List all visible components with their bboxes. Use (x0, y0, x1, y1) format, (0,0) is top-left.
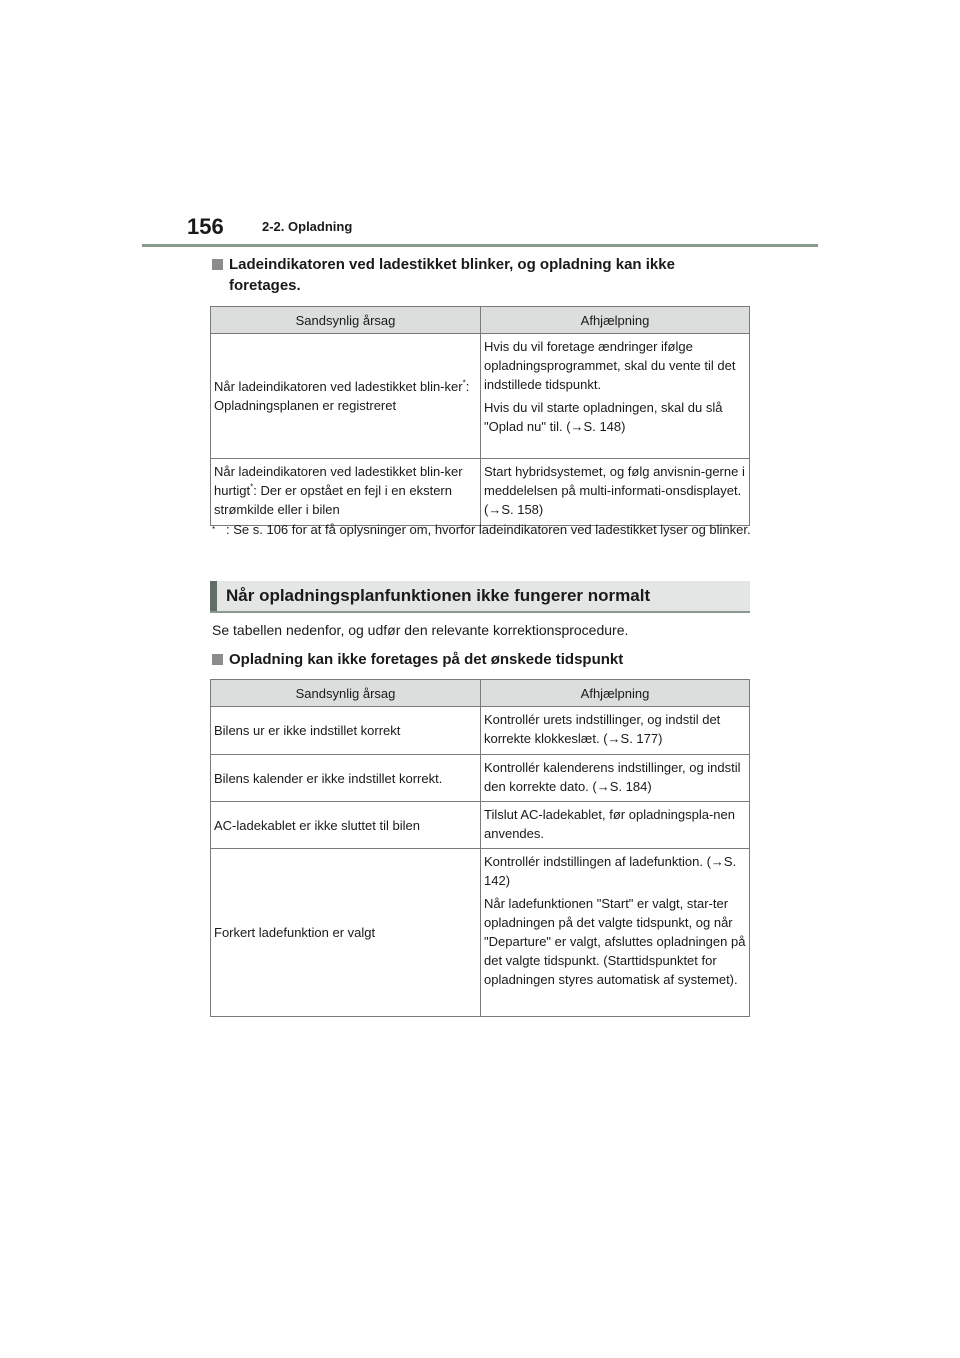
header-divider (142, 244, 818, 247)
remedy-text: Hvis du vil starte opladningen, skal du slå "Oplad nu" til. (→S. 148) (484, 400, 723, 434)
section-title: Når opladningsplanfunktionen ikke fungerer normalt (226, 586, 651, 605)
cause-text-cont: : Der er opstået en fejl i en ekstern strømkilde eller i bilen (214, 483, 452, 517)
cause-text: Når ladeindikatoren ved ladestikket blin-ker hurtigt (214, 464, 463, 498)
column-header-remedy: Afhjælpning (481, 307, 750, 334)
cause-cell: Forkert ladefunktion er valgt (211, 849, 481, 1017)
table-header-row (211, 680, 750, 707)
subheading-text: Opladning kan ikke foretages på det ønskede tidspunkt (229, 651, 624, 668)
table-row (211, 849, 750, 1017)
subheading-indicator-blinks (212, 254, 732, 296)
page-number: 156 (187, 214, 224, 239)
remedy-text: Hvis du vil foretage ændringer ifølge opladningsprogrammet, skal du vente til det indstillede tidspunkt. (484, 339, 736, 392)
column-header-remedy: Afhjælpning (481, 680, 750, 707)
table-row (211, 334, 750, 459)
cause-text-cont: : Opladningsplanen er registreret (214, 379, 470, 413)
table-row (211, 802, 750, 849)
subheading-wrong-time (212, 649, 752, 670)
square-bullet-icon (212, 654, 223, 665)
cause-text: Når ladeindikatoren ved ladestikket blin-ker (214, 379, 463, 394)
square-bullet-icon (212, 259, 223, 270)
remedy-text: Kontrollér urets indstillinger, og indstil det korrekte klokkeslæt. (→S. 177) (484, 712, 721, 746)
remedy-text: Kontrollér kalenderens indstillinger, og indstil den korrekte dato. (→S. 184) (484, 760, 741, 794)
remedy-cell (481, 459, 750, 526)
footnote-mark: * (212, 525, 216, 534)
section-label: 2-2. Opladning (262, 219, 353, 234)
section-accent-bar (210, 581, 217, 611)
table-indicator-blinks (210, 306, 750, 526)
remedy-cell (481, 334, 750, 459)
remedy-cell (481, 802, 750, 849)
remedy-cell (481, 849, 750, 1017)
cause-cell (211, 459, 481, 526)
column-header-cause: Sandsynlig årsag (211, 680, 481, 707)
remedy-text: Tilslut AC-ladekablet, før opladningspla-nen anvendes. (484, 807, 735, 841)
cause-cell: AC-ladekablet er ikke sluttet til bilen (211, 802, 481, 849)
remedy-cell (481, 755, 750, 802)
cause-cell (211, 334, 481, 459)
table-row (211, 459, 750, 526)
footnote (212, 520, 752, 540)
table-row (211, 707, 750, 755)
remedy-text: Når ladefunktionen "Start" er valgt, star-ter opladningen på det valgte tidspunkt, og når "Departure" er valgt, afsluttes opladningen på det valgte tidspunkt. (Starttidspunktet for opladningen styres automatisk af systemet). (484, 896, 746, 987)
footnote-ref: * (250, 482, 254, 492)
table-wrong-time (210, 679, 750, 1017)
footnote-text: : Se s. 106 for at få oplysninger om, hvorfor ladeindikatoren ved ladestikket lyser og blinker. (226, 522, 751, 537)
remedy-cell (481, 707, 750, 755)
subheading-text: Ladeindikatoren ved ladestikket blinker, og opladning kan ikke foretages. (229, 256, 675, 294)
column-header-cause: Sandsynlig årsag (211, 307, 481, 334)
table-row (211, 755, 750, 802)
remedy-text: Start hybridsystemet, og følg anvisnin-gerne i meddelelsen på multi-informati-onsdisplayet. (→S. 158) (484, 464, 745, 517)
cause-cell: Bilens ur er ikke indstillet korrekt (211, 707, 481, 755)
section-title-band (210, 581, 750, 613)
cause-cell: Bilens kalender er ikke indstillet korrekt. (211, 755, 481, 802)
table-header-row (211, 307, 750, 334)
footnote-ref: * (462, 378, 466, 388)
remedy-text: Kontrollér indstillingen af ladefunktion. (→S. 142) (484, 854, 737, 888)
intro-text: Se tabellen nedenfor, og udfør den relevante korrektionsprocedure. (212, 622, 629, 638)
